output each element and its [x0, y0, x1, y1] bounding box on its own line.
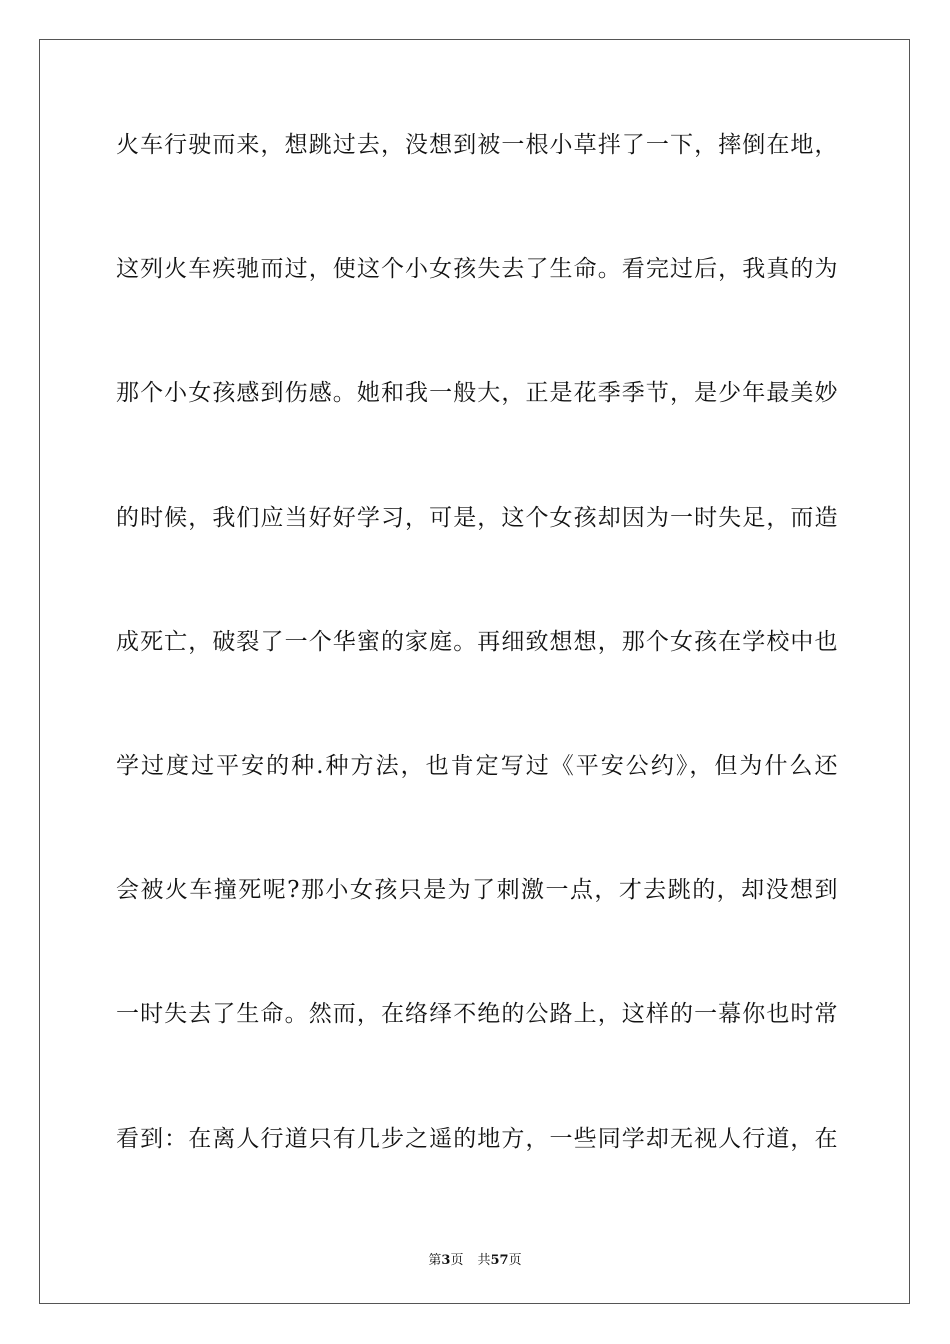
document-body: [116, 130, 838, 1248]
total-prefix: 共: [477, 1253, 491, 1268]
text-line: 火车行驶而来，想跳过去，没想到被一根小草拌了一下，摔倒在地，: [116, 132, 838, 158]
page-footer: [0, 1249, 950, 1268]
page-prefix: 第: [428, 1253, 442, 1268]
text-line: 那个小女孩感到伤感。她和我一般大，正是花季季节，是少年最美妙: [116, 380, 838, 407]
text-line: 这列火车疾驰而过，使这个小女孩失去了生命。看完过后，我真的为: [116, 256, 838, 283]
text-line: 会被火车撞死呢?那小女孩只是为了刺激一点，才去跳的，却没想到: [116, 877, 838, 904]
page-number: 3: [441, 1253, 451, 1268]
text-line: 看到：在离人行道只有几步之遥的地方，一些同学却无视人行道，在: [116, 1125, 838, 1152]
text-line: 一时失去了生命。然而，在络绎不绝的公路上，这样的一幕你也时常: [116, 1001, 838, 1028]
page-suffix: 页: [450, 1253, 464, 1268]
total-suffix: 页: [508, 1253, 522, 1268]
text-line: 成死亡，破裂了一个华蜜的家庭。再细致想想，那个女孩在学校中也: [116, 628, 838, 655]
text-line: 学过度过平安的种.种方法，也肯定写过《平安公约》，但为什么还: [116, 752, 838, 779]
text-line: 的时候，我们应当好好学习，可是，这个女孩却因为一时失足，而造: [116, 504, 838, 531]
total-pages: 57: [490, 1253, 509, 1268]
